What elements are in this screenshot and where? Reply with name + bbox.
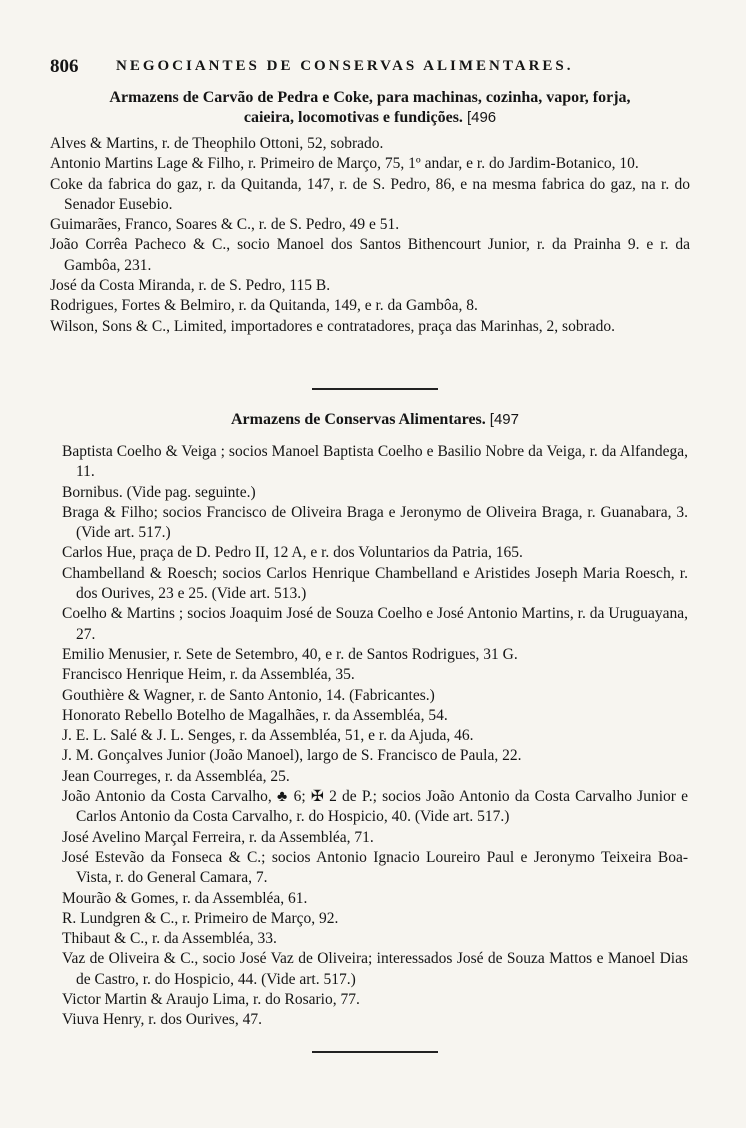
list-item: Bornibus. (Vide pag. seguinte.)	[62, 483, 256, 501]
list-item: José Avelino Marçal Ferreira, r. da Assembléa, 71.	[62, 828, 374, 846]
section-heading-line1: Armazens de Carvão de Pedra e Coke, para machinas, cozinha, vapor, forja,	[109, 89, 631, 106]
list-item: Thibaut & C., r. da Assembléa, 33.	[62, 930, 277, 948]
list-item: João Antonio da Costa Carvalho, ♣ 6; ✠ 2 de P.; socios João Antonio da Costa Carvalho Junior e Carlos Antonio da Costa Carvalho, r. do Hospicio, 40. (Vide art. 517.)	[62, 788, 688, 826]
list-item: Viuva Henry, r. dos Ourives, 47.	[62, 1011, 262, 1029]
section-divider	[312, 388, 438, 390]
section-number: [496	[466, 109, 497, 126]
list-item: José Estevão da Fonseca & C.; socios Antonio Ignacio Loureiro Paul e Jeronymo Teixeira Boa-Vista, r. do General Camara, 7.	[62, 848, 688, 887]
list-item: Emilio Menusier, r. Sete de Setembro, 40, e r. de Santos Rodrigues, 31 G.	[62, 645, 518, 663]
list-item: Alves & Martins, r. de Theophilo Ottoni, 52, sobrado.	[50, 135, 384, 152]
list-item: Antonio Martins Lage & Filho, r. Primeiro de Março, 75, 1º andar, e r. do Jardim-Botanico, 10.	[50, 155, 639, 173]
running-title: NEGOCIANTES DE CONSERVAS ALIMENTARES.	[116, 58, 574, 74]
list-item: Gouthière & Wagner, r. de Santo Antonio, 14. (Fabricantes.)	[62, 686, 435, 704]
list-item: Guimarães, Franco, Soares & C., r. de S. Pedro, 49 e 51.	[50, 216, 400, 234]
list-item: Victor Martin & Araujo Lima, r. do Rosario, 77.	[62, 991, 360, 1009]
running-head	[50, 56, 690, 80]
list-item: Coke da fabrica do gaz, r. da Quitanda, 147, r. de S. Pedro, 86, e na mesma fabrica do gaz, na r. do Senador Eusebio.	[50, 175, 690, 213]
list-item: Mourão & Gomes, r. da Assembléa, 61.	[62, 889, 308, 907]
list-item: Rodrigues, Fortes & Belmiro, r. da Quitanda, 149, e r. da Gambôa, 8.	[50, 297, 478, 315]
section-divider	[312, 1051, 438, 1053]
list-item: Wilson, Sons & C., Limited, importadores e contratadores, praça das Marinhas, 2, sobrado.	[50, 317, 616, 335]
list-item: Carlos Hue, praça de D. Pedro II, 12 A, e r. dos Voluntarios da Patria, 165.	[62, 544, 523, 562]
list-item: Baptista Coelho & Veiga ; socios Manoel Baptista Coelho e Basilio Nobre da Veiga, r. da Alfandega, 11.	[62, 443, 688, 481]
entry-list	[62, 442, 688, 1031]
list-item: Chambelland & Roesch; socios Carlos Henrique Chambelland e Aristides Joseph Maria Roesch, r. dos Ourives, 23 e 25. (Vide art. 513.)	[62, 564, 688, 603]
list-item: Coelho & Martins ; socios Joaquim José de Souza Coelho e José Antonio Martins, r. da Uruguayana, 27.	[62, 605, 688, 643]
section-coal-coke	[50, 88, 690, 337]
section-heading	[50, 88, 690, 128]
list-item: J. M. Gonçalves Junior (João Manoel), largo de S. Francisco de Paula, 22.	[62, 747, 522, 765]
list-item: João Corrêa Pacheco & C., socio Manoel dos Santos Bithencourt Junior, r. da Prainha 9. e r. da Gambôa, 231.	[50, 236, 690, 274]
section-number: [497	[489, 411, 519, 428]
section-conservas	[62, 410, 688, 1031]
list-item: Vaz de Oliveira & C., socio José Vaz de Oliveira; interessados José de Souza Mattos e Manoel Dias de Castro, r. do Hospicio, 44. (Vide art. 517.)	[62, 950, 688, 988]
list-item: R. Lundgren & C., r. Primeiro de Março, 92.	[62, 909, 339, 927]
list-item: Francisco Henrique Heim, r. da Assembléa, 35.	[62, 666, 355, 684]
section-heading-line2: caieira, locomotivas e fundições.	[243, 109, 463, 126]
section-heading-line1: Armazens de Conservas Alimentares.	[231, 411, 486, 428]
list-item: Jean Courreges, r. da Assembléa, 25.	[62, 767, 290, 785]
list-item: José da Costa Miranda, r. de S. Pedro, 115 B.	[50, 277, 331, 295]
page-number: 806	[50, 56, 79, 77]
list-item: J. E. L. Salé & J. L. Senges, r. da Assembléa, 51, e r. da Ajuda, 46.	[62, 727, 474, 745]
entry-list	[50, 134, 690, 337]
list-item: Braga & Filho; socios Francisco de Oliveira Braga e Jeronymo de Oliveira Braga, r. Guanabara, 3. (Vide art. 517.)	[62, 503, 688, 542]
list-item: Honorato Rebello Botelho de Magalhães, r. da Assembléa, 54.	[62, 706, 448, 724]
section-heading	[62, 410, 688, 430]
